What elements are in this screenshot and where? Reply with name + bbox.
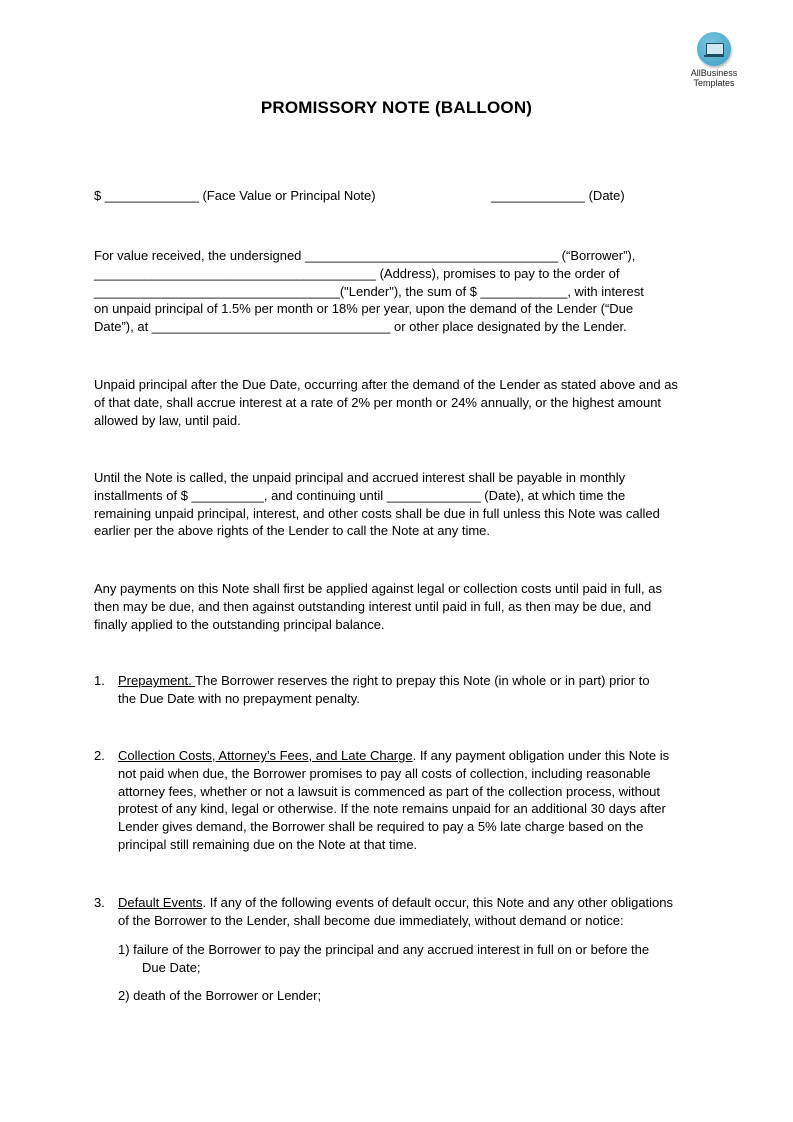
paragraph-payments xyxy=(94,580,704,633)
text-line: not paid when due, the Borrower promises to pay all costs of collection, including reasonable xyxy=(118,765,651,781)
clause-collection-costs xyxy=(94,747,704,854)
default-event-1 xyxy=(118,941,704,977)
text-line: installments of $ __________, and continuing until _____________ (Date), at which time the xyxy=(94,487,626,503)
text-line: Date”), at _________________________________ or other place designated by the Lender. xyxy=(94,319,627,335)
paragraph-value-received xyxy=(94,247,704,336)
text-line: . If any of the following events of default occur, this Note and any other obligations xyxy=(202,895,674,910)
text-line: __________________________________("Lender"), the sum of $ ____________, with interest xyxy=(94,283,644,299)
text-line: . If any payment obligation under this Note is xyxy=(412,748,670,763)
text-line: earlier per the above rights of the Lender to call the Note at any time. xyxy=(94,523,491,539)
text-line: protest of any kind, legal or otherwise. If the note remains unpaid for an additional 30 days after xyxy=(118,801,666,817)
document-title: PROMISSORY NOTE (BALLOON) xyxy=(260,98,533,117)
clause-prepayment xyxy=(94,672,704,708)
text-line: principal still remaining due on the Note at that time. xyxy=(118,836,418,852)
text-line: of the Borrower to the Lender, shall become due immediately, without demand or notice: xyxy=(118,912,624,928)
text-line: allowed by law, until paid. xyxy=(94,412,241,428)
clause-number: 1. xyxy=(94,673,105,688)
paragraph-installments xyxy=(94,469,704,540)
clause-default-events xyxy=(94,894,704,930)
text-line: Any payments on this Note shall first be applied against legal or collection costs until paid in full, as xyxy=(94,581,662,596)
text-line: Due Date; xyxy=(142,959,201,975)
text-line: then may be due, and then against outstanding interest until paid in full, as then may be due, and xyxy=(94,598,652,614)
text-line: on unpaid principal of 1.5% per month or 18% per year, upon the demand of the Lender (“Due xyxy=(94,301,634,317)
text-line: For value received, the undersigned ___________________________________ (“Borrower”), xyxy=(94,248,636,263)
text-line: attorney fees, whether or not a lawsuit is commenced as part of the collection process, without xyxy=(118,783,660,799)
text-line: remaining unpaid principal, interest, and other costs shall be due in full unless this Note was called xyxy=(94,505,660,521)
logo-line-1: AllBusiness xyxy=(690,68,738,78)
face-value-row xyxy=(94,187,704,205)
text-line: the Due Date with no prepayment penalty. xyxy=(118,690,360,706)
clause-number: 2. xyxy=(94,748,105,763)
clause-heading: Collection Costs, Attorney’s Fees, and Late Charge xyxy=(118,748,413,763)
face-value-field: $ _____________ (Face Value or Principal Note) xyxy=(94,188,376,203)
paragraph-unpaid-principal xyxy=(94,376,704,429)
laptop-icon xyxy=(697,32,731,66)
text-line: Lender gives demand, the Borrower shall be required to pay a 5% late charge based on the xyxy=(118,819,644,835)
text-line: of that date, shall accrue interest at a rate of 2% per month or 24% annually, or the highest amount xyxy=(94,394,662,410)
text-line: Unpaid principal after the Due Date, occurring after the demand of the Lender as stated above and as xyxy=(94,377,678,392)
text-line: 1) failure of the Borrower to pay the principal and any accrued interest in full on or before the xyxy=(118,942,650,957)
logo-text xyxy=(686,68,742,88)
text-line: The Borrower reserves the right to prepay this Note (in whole or in part) prior to xyxy=(195,673,650,688)
logo-line-2: Templates xyxy=(693,78,735,88)
default-event-2 xyxy=(118,987,704,1005)
text-line: finally applied to the outstanding principal balance. xyxy=(94,616,385,632)
text-line: Until the Note is called, the unpaid principal and accrued interest shall be payable in monthly xyxy=(94,470,626,485)
allbusiness-templates-logo xyxy=(686,32,742,88)
clause-number: 3. xyxy=(94,895,105,910)
text-line: _______________________________________ (Address), promises to pay to the order of xyxy=(94,265,620,281)
clause-heading: Prepayment. xyxy=(118,673,196,688)
text-line: 2) death of the Borrower or Lender; xyxy=(118,988,322,1003)
clause-heading: Default Events xyxy=(118,895,203,910)
date-field: _____________ (Date) xyxy=(491,188,625,203)
